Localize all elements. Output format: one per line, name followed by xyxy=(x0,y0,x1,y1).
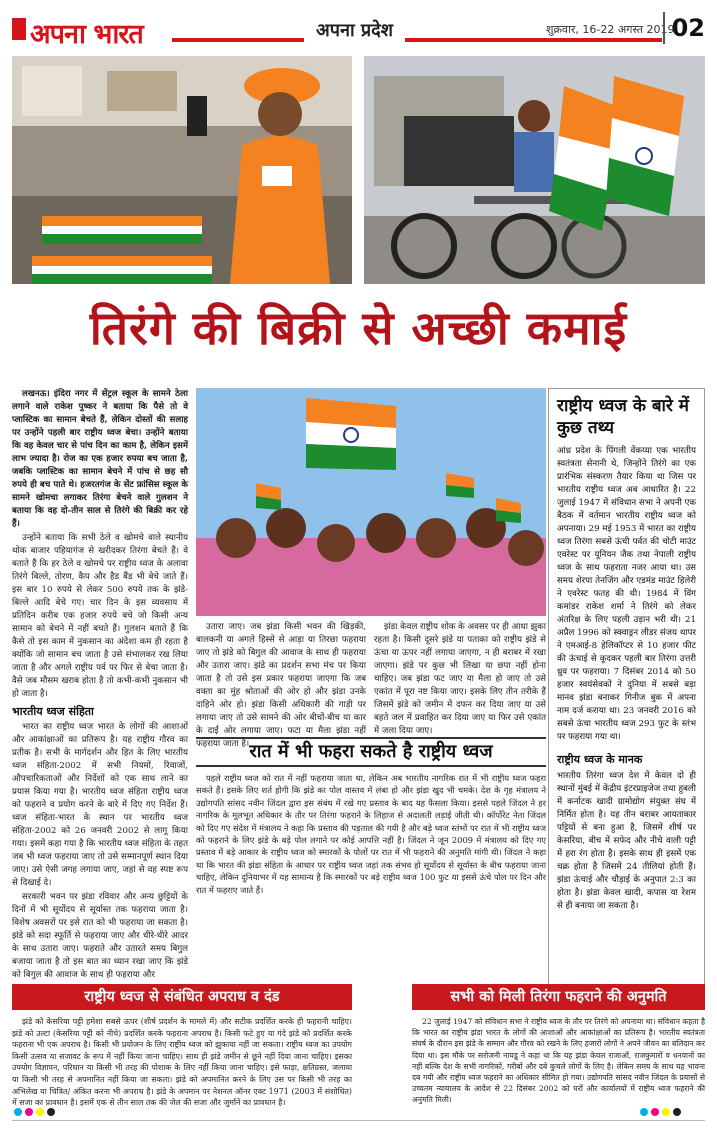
crime-story xyxy=(12,1016,352,1110)
facts-body: आंध्र प्रदेश के पिंगली वेंकय्या एक भारतीय स्वतंत्रता सेनानी थे, जिन्होंने तिरंगे का एक प्रारंभिक संस्करण तैयार किया था जिस पर भारतीय राष्ट्रीय ध्वज अब आधारित है। 22 जुलाई 1947 में संविधान सभा ने अपनी एक बैठक में वर्तमान भारतीय राष्ट्रीय ध्वज को अपनाया। 29 मई 1953 में भारत का राष्ट्रीय ध्वज तिरंगा सबसे ऊंची पर्वत की चोटी माउंट एवरेस्ट पर यूनियन जैक तथा नेपाली राष्ट्रीय ध्वज के साथ फहराता नजर आया था। उस समय शेरपा तेनजिंग और एडमंड माउंट हिलेरी ने एवरेस्ट फतह की थी। 1984 में विंग कमांडर राकेश शर्मा ने तिरंगे को लेकर अंतरिक्ष के लिए पहली उड़ान भरी थी। 21 अप्रैल 1996 को स्क्वाड्रन लीडर संजय थापर ने एमआई-8 हेलिकॉप्टर से 10 हजार फीट की ऊंचाई से कूदकर पहली बार तिरंगा उत्तरी ध्रुव पर फहराया। 7 दिसंबर 2014 को 50 हजार स्वयंसेवकों ने दुनिया में सबसे बड़ा मानव झंडा बनाकर गिनीज बुक में अपना नाम दर्ज कराया था। 23 जनवरी 2016 को सबसे ऊंचा भारतीय ध्वज 293 फुट के स्तंभ पर फहराया गया था। xyxy=(557,446,696,742)
registration-dot xyxy=(25,1108,33,1116)
photo-flag-seller xyxy=(12,56,352,284)
facts-sidebar xyxy=(548,388,705,1008)
registration-marks-right xyxy=(640,1108,681,1116)
masthead-flag-mark xyxy=(12,18,26,40)
permission-story xyxy=(412,1016,705,1107)
issue-date: शुक्रवार, 16-22 अगस्त 2019 xyxy=(542,22,678,37)
article-paragraph: भारत का राष्ट्रीय ध्वज भारत के लोगों की आशाओं और आकांक्षाओं का प्रतिरूप है। यह राष्ट्रीय गौरव का प्रतीक है। सभी के मार्गदर्शन और हित के लिए भारतीय ध्वज संहिता-2002 में सभी नियमों, रिवाजों, औपचारिकताओं और निर्देशों को एक साथ लाने का प्रयास किया गया है। भारतीय ध्वज संहिता राष्ट्रीय ध्वज को फहराने व प्रयोग करने के बारे में दिए गए निर्देश हैं। ध्वज संहिता-भारत के स्थान पर भारतीय ध्वज संहिता-2002 को 26 जनवरी 2002 से लागू किया गया। इसमें कहा गया है कि भारतीय ध्वज संहिता के तहत जब भी ध्वज फहराया जाए तो उसे सम्मानपूर्ण स्थान दिया जाए। उसे ऐसी जगह लगाया जाए, जहां से वह स्पष्ट रूप से दिखाई दे। xyxy=(12,722,188,888)
night-flag-paragraph: पहले राष्ट्रीय ध्वज को रात में नहीं फहराया जाता था, लेकिन अब भारतीय नागरिक रात में भी राष्ट्रीय ध्वज फहरा सकते हैं। इसके लिए शर्त होगी कि झंडे का पोल वास्तव में लंबा हो और झंडा खुद भी चमके। देश के गृह मंत्रालय ने उद्योगपति सांसद नवीन जिंदल द्वारा इस संबंध में रखे गए प्रस्ताव के बाद यह फैसला किया। इससे पहले जिंदल ने हर नागरिक के मूलभूत अधिकार के तौर पर तिरंगा फहराने के लिहाज से अदालती लड़ाई जीती थी। कॉर्पोरेट नेता जिंदल को दिए गए संदेश में मंत्रालय ने कहा कि प्रस्ताव की पड़ताल की गयी है और बड़े ध्वज स्तंभों पर रात में भी राष्ट्रीय ध्वज को फहराने के लिए झंडे के बड़े पोल लगाने पर कोई आपत्ति नहीं है। जिंदल ने जून 2009 में मंत्रालय को दिए गए प्रस्ताव में बड़े आकार के राष्ट्रीय ध्वज को स्मारकों के पोलों पर रात में भी फहराने की अनुमति मांगी थी। जिंदल ने कहा था कि भारत की झंडा संहिता के आधार पर राष्ट्रीय ध्वज जहां तक संभव हो सूर्योदय से सूर्यास्त के बीच फहराया जाना चाहिए, लेकिन दुनियाभर में यह सामान्य है कि स्मारकों पर बड़े राष्ट्रीय ध्वज 100 फुट या इससे ऊंचे पोल पर दिन और रात में फहराए जाते हैं। xyxy=(196,773,546,895)
crime-paragraph: झंडे को केसरिया पट्टी हमेशा सबसे ऊपर (शीर्ष प्रदर्शन के मामले में) और सटीक प्रदर्शित करके ही फहरानी चाहिए। झंडे को उल्टा (केसरिया पट्टी को नीचे) प्रदर्शित करके फहराना अपराध है। किसी फटे हुए या गंदे झंडे को प्रदर्शित करके फहराना भी एक अपराध है। किसी भी प्रयोजन के लिए राष्ट्रीय ध्वज को झुकाया नहीं जा सकता। राष्ट्रीय ध्वज का उपयोग किसी उत्सव या सजावट के रूप में नहीं किया जाना चाहिए। साथ ही झंडे जमीन से छूने नहीं दिया जाना चाहिए। इसका उपयोग विज्ञापन, परिधान या किसी भी तरह की पोशाक के लिए नहीं किया जाना चाहिए। इसे फाड़ा, क्षतिग्रस्त, जलाया या किसी भी तरह से अपमानित नहीं किया जा सकता। झंडे को अपमानित करने के लिए उस पर किसी भी तरह का अभिलेख या चित्रित/ अंकित करना भी अपराध है। झंडे के अपमान पर नेशनल ऑनर एक्ट 1971 (2003 में संशोधित) में सजा का प्रावधान है। इसमें एक से तीन साल तक की जेल की सजा और जुर्माने का प्रावधान है। xyxy=(12,1017,352,1108)
article-lead-paragraph: लखनऊ। इंदिरा नगर में सेंट्रल स्कूल के सामने ठेला लगाने वाले राकेश पुष्कर ने बताया कि पैसे तो वे प्लास्टिक का सामान बेचते हैं, लेकिन दोस्तों की सलाह पर उन्होंने पहली बार राष्ट्रीय ध्वज बेचा। उन्होंने बताया कि वह केवल चार से पांच दिन का काम है, लेकिन इसमें लाभ ज्यादा है। रोज का एक हजार रुपया बच जाता है, जबकि प्लास्टिक का सामान बेचने में पांच से छह सौ रुपये ही बच पाते थे। हजरतगंज के सेंट फ्रांसिस स्कूल के सामने खोमचा लगाकर तिरंगा बेचने वाले गुलशन ने बताया कि वह दो-तीन साल से तिरंगे की बिक्री कर रहे हैं। xyxy=(12,389,188,529)
crime-banner: राष्ट्रीय ध्वज से संबंधित अपराध व दंड xyxy=(12,984,352,1010)
children-flags-illustration xyxy=(196,388,546,616)
registration-dot xyxy=(651,1108,659,1116)
registration-dot xyxy=(14,1108,22,1116)
article-column-1 xyxy=(12,388,188,983)
article-paragraph: उतारा जाए। जब झंडा किसी भवन की खिड़की, बालकनी या अगले हिस्से से आड़ा या तिरछा फहराया जाए तो झंडे को बिगुल की आवाज के साथ ही फहराया और उतारा जाए। झंडे का प्रदर्शन सभा मंच पर किया जाता है तो उसे इस प्रकार फहराया जाएगा कि जब वक्ता का मुंह श्रोताओं की ओर हो और झंडा उनके दाहिने ओर हो। झंडा किसी अधिकारी की गाड़ी पर लगाया जाए तो उसे सामने की ओर बीचों-बीच या कार के दाईं ओर लगाया जाए। फटा या मैला झंडा नहीं फहराया जाता है। xyxy=(196,622,366,749)
article-subhead: भारतीय ध्वज संहिता xyxy=(12,705,94,718)
registration-dot xyxy=(662,1108,670,1116)
registration-marks-left xyxy=(14,1108,55,1116)
photo-children-with-flags xyxy=(196,388,546,616)
newspaper-name: अपना भारत xyxy=(30,19,143,50)
facts-body-standards: भारतीय तिरंगा ध्वज देश में केवल दो ही स्थानों मुंबई में केंद्रीय इंटरप्राइजेज तथा हुबली में कर्नाटक खादी ग्रामोद्योग संयुक्त संघ में निर्मित होता है। यह तीन बराबर आयताकार पट्टियों से बना हुआ है, जिसमें शीर्ष पर केसरिया, बीच में सफेद और नीचे वाली पट्टी में हरा रंग होता है। इसके साथ ही इसमें एक चक्र होता है जिसमें 24 तीलियां होती हैं। झंडा ऊंचाई और चौड़ाई के अनुपात 2:3 का होता है। झंडा केवल खादी, कपास या रेशम से ही बनाया जा सकता है। xyxy=(557,771,696,911)
night-flag-headline: रात में भी फहरा सकते है राष्ट्रीय ध्वज xyxy=(196,737,546,767)
flag-cart-illustration xyxy=(364,56,705,284)
article-column-3 xyxy=(374,621,546,739)
registration-dot xyxy=(47,1108,55,1116)
facts-subhead: राष्ट्रीय ध्वज के मानक xyxy=(557,753,643,766)
masthead-rule xyxy=(172,38,662,42)
flag-seller-illustration xyxy=(12,56,352,284)
article-paragraph: झंडा केवल राष्ट्रीय शोक के अवसर पर ही आधा झुका रहता है। किसी दूसरे झंडे या पताका को राष्ट्रीय झंडे से ऊंचा या ऊपर नहीं लगाया जाएगा, न ही बराबर में रखा जाएगा। झंडे पर कुछ भी लिखा या छपा नहीं होना चाहिए। जब झंडा फट जाए या मैला हो जाए तो उसे एकांत में पूरा नष्ट किया जाए। इसके लिए तीन तरीके हैं जिसमें झंडे को जमीन में दफन कर दिया जाए या उसे बहते जल में प्रवाहित कर दिया जाए या फिर उसे एकांत में जला दिया जाए। xyxy=(374,622,546,736)
permission-paragraph: 22 जुलाई 1947 को संविधान सभा ने राष्ट्रीय ध्वज के तौर पर तिरंगे को अपनाया था। संविधान कहता है कि भारत का राष्ट्रीय झंडा भारत के लोगों की आशाओं और आकांक्षाओं का प्रतिरूप है। भारतीय स्वतंत्रता संघर्ष के दौरान इस झंडे के सम्मान और गौरव को रखने के लिए हजारों लोगों ने अपने जीवन का बलिदान कर दिया था। इस मौके पर सरोजनी नायडू ने कहा था कि यह झंडा केवल राजाओं, राजकुमारों व धनवानों का नहीं बल्कि देश के सभी नागरिकों, गरीबों और दबे कुचले लोगों के लिए है। लेकिन समय के साथ यह भावना दब गयी और राष्ट्रीय ध्वज फहराने का अधिकार सीमित हो गया। उद्योगपति सांसद नवीन जिंदल के प्रयासों से उच्चतम न्यायालय के आदेश से 22 दिसंबर 2002 को घरों और कार्यालयों में राष्ट्रीय ध्वज फहराने की अनुमति मिली। xyxy=(412,1017,705,1105)
section-name: अपना प्रदेश xyxy=(304,18,405,42)
article-paragraph: उन्होंने बताया कि सभी ठेले व खोमचे वाले स्थानीय थोक बाजार पहियागंज से खरीदकर तिरंगा बेचते हैं। वे बताते हैं कि हर ठेले व खोमचे पर राष्ट्रीय ध्वज के अलावा तिरंगे बिल्ले, तोरण, कैप और हैड बैंड भी बेचे जाते हैं। इस बार 10 रुपये से लेकर 500 रुपये तक के झंडे-बिल्ले आदि बेचे गए। चार दिन के इस व्यवसाय में प्रतिदिन करीब एक हजार रुपये बचे जो किसी अन्य सामान को बेचने में नहीं बचते हैं। गुलशन बताते हैं कि कैसे तो इस काम में नुकसान का अंदेशा कम ही रहता है क्योंकि जो सामान बच जाता है उसे संभालकर रख लिया जाता है और अगले राष्ट्रीय पर्व पर फिर से बेचा जाता है। वैसे जब मौसम खराब होता है तो कभी-कभी नुकसान भी हो जाता है। xyxy=(12,533,188,699)
masthead xyxy=(12,12,705,48)
bottom-rule xyxy=(12,1120,705,1121)
facts-title: राष्ट्रीय ध्वज के बारे में कुछ तथ्य xyxy=(557,396,689,438)
article-column-2 xyxy=(196,621,366,752)
main-headline: तिरंगे की बिक्री से अच्छी कमाई xyxy=(89,301,628,355)
registration-dot xyxy=(36,1108,44,1116)
registration-dot xyxy=(640,1108,648,1116)
permission-banner: सभी को मिली तिरंगा फहराने की अनुमति xyxy=(412,984,705,1010)
page-number: 02 xyxy=(663,12,705,44)
article-paragraph: सरकारी भवन पर झंडा रविवार और अन्य छुट्टियों के दिनों में भी सूर्योदय से सूर्यास्त तक फहराया जाता है। विशेष अवसरों पर इसे रात को भी फहराया जा सकता है। झंडे को सदा स्फूर्ति से फहराया जाए और धीरे-धीरे आदर के साथ उतारा जाए। फहराते और उतारते समय बिगुल बजाया जाता है तो इस बात का ध्यान रखा जाए कि झंडे को बिगुल की आवाज के साथ ही फहराया और xyxy=(12,892,188,980)
photo-flag-cart xyxy=(364,56,705,284)
night-flag-story xyxy=(196,772,546,897)
registration-dot xyxy=(673,1108,681,1116)
